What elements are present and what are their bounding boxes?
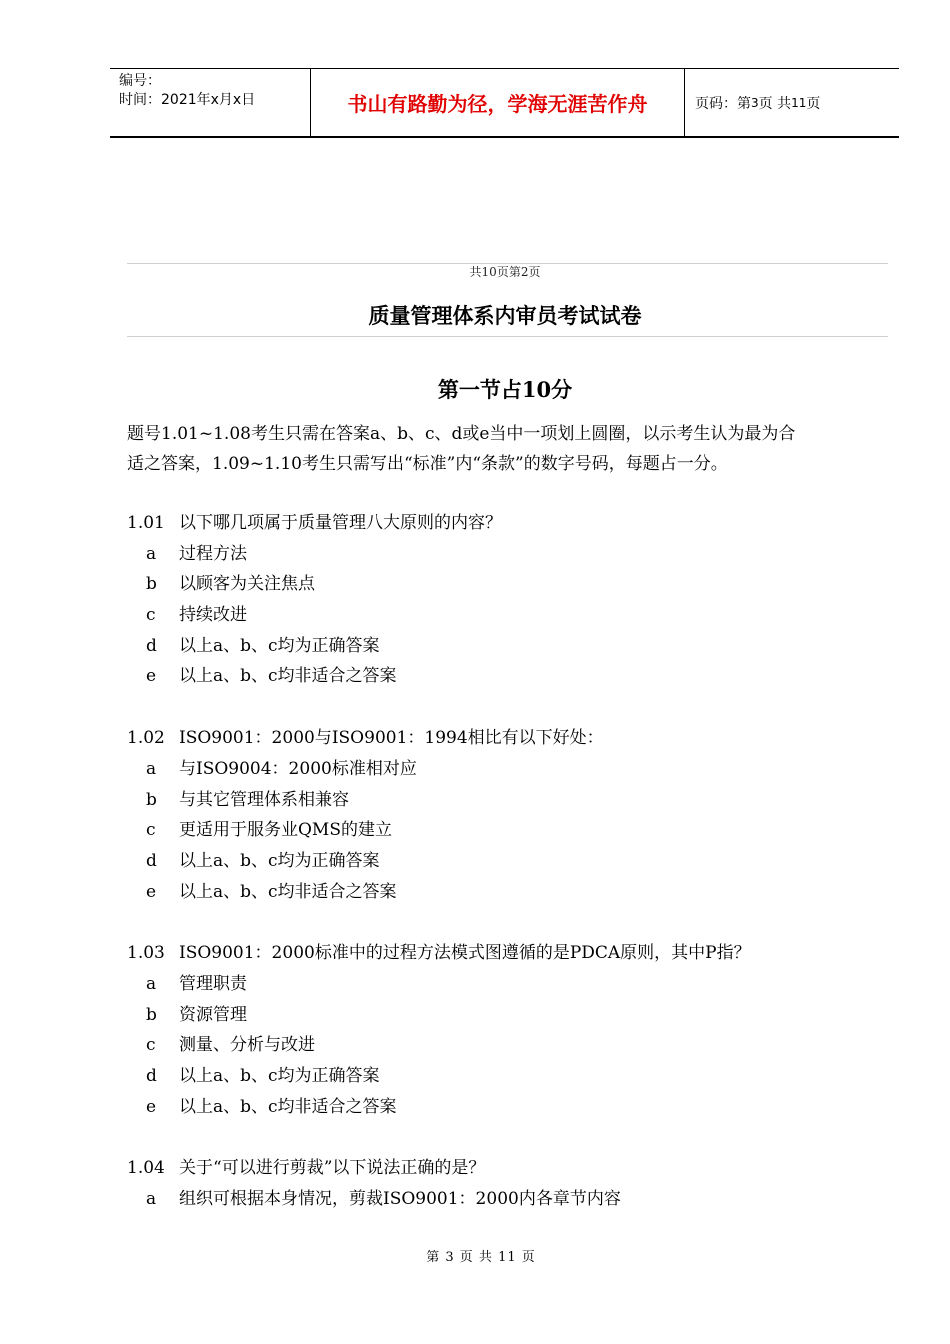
instructions-line-1: 题号1.01~1.08考生只需在答案a、b、c、d或e当中一项划上圆圈，以示考生认为最为合 — [127, 424, 796, 444]
answer-option — [127, 1184, 892, 1215]
option-key: b — [146, 1004, 157, 1025]
answer-option — [127, 815, 892, 846]
answer-option — [127, 785, 892, 816]
option-key: e — [146, 881, 157, 902]
question-number: 1.03 — [127, 943, 165, 964]
page-prefix: 页码：第 — [695, 95, 751, 112]
answer-option — [127, 539, 892, 570]
option-text: 测量、分析与改进 — [179, 1035, 315, 1056]
option-text: 组织可根据本身情况，剪裁ISO9001：2000内各章节内容 — [179, 1189, 621, 1210]
option-text: 持续改进 — [179, 605, 247, 626]
page-total: 11 — [791, 95, 807, 110]
question-number: 1.01 — [127, 513, 165, 533]
question-text: ISO9001：2000标准中的过程方法模式图遵循的是PDCA原则，其中P指？ — [179, 943, 751, 964]
answer-option — [127, 600, 892, 631]
header-table — [110, 68, 899, 138]
question-text: ISO9001：2000与ISO9001：1994相比有以下好处： — [179, 728, 604, 749]
option-text: 以顾客为关注焦点 — [179, 574, 315, 595]
section-title: 第一节占10分 — [437, 377, 573, 402]
option-key: a — [146, 758, 157, 779]
divider-title — [127, 336, 888, 337]
answer-option — [127, 1092, 892, 1123]
option-key: c — [146, 820, 156, 841]
option-key: d — [146, 1066, 157, 1086]
code-label: 编号： — [119, 73, 161, 89]
document-title: 质量管理体系内审员考试试卷 — [368, 304, 642, 328]
time-label: 时间：2021年x月x日 — [119, 92, 256, 108]
question-list — [127, 508, 892, 1246]
option-text: 与其它管理体系相兼容 — [179, 789, 349, 810]
question-stem — [127, 508, 892, 539]
header-page-number — [685, 69, 899, 136]
option-text: 以上a、b、c均非适合之答案 — [179, 881, 397, 902]
option-text: 更适用于服务业QMS的建立 — [179, 820, 392, 841]
footer-mid: 页 共 — [459, 1250, 493, 1265]
page-suffix: 页 — [806, 95, 821, 112]
option-key: c — [146, 1035, 156, 1056]
question-stem — [127, 1153, 892, 1184]
option-key: d — [146, 635, 157, 656]
question — [127, 723, 892, 907]
option-text: 过程方法 — [179, 543, 247, 564]
instructions-line-2: 适之答案，1.09~1.10考生只需写出“标准”内“条款”的数字号码，每题占一分。 — [127, 454, 728, 474]
option-key: e — [146, 1096, 157, 1117]
answer-option — [127, 569, 892, 600]
option-key: a — [146, 543, 157, 564]
option-text: 与ISO9004：2000标准相对应 — [179, 758, 417, 779]
page-current: 3 — [751, 95, 759, 110]
question-stem — [127, 723, 892, 754]
footer-prefix: 第 — [426, 1250, 441, 1265]
option-text: 以上a、b、c均为正确答案 — [179, 1066, 380, 1086]
option-key: b — [146, 789, 157, 810]
question — [127, 1153, 892, 1214]
footer-current: 3 — [445, 1250, 455, 1265]
option-key: d — [146, 850, 157, 871]
answer-option — [127, 1030, 892, 1061]
page-footer — [0, 1246, 950, 1265]
answer-option — [127, 877, 892, 908]
answer-option — [127, 661, 892, 692]
option-key: e — [146, 666, 157, 687]
answer-option — [127, 631, 892, 662]
question-text: 以下哪几项属于质量管理八大原则的内容？ — [179, 513, 502, 533]
option-text: 管理职责 — [179, 973, 247, 994]
option-text: 以上a、b、c均为正确答案 — [179, 850, 380, 871]
footer-suffix: 页 — [521, 1250, 536, 1265]
question — [127, 938, 892, 1122]
answer-option — [127, 969, 892, 1000]
answer-option — [127, 754, 892, 785]
page-count-text: 共10页第2页 — [469, 265, 541, 279]
page-mid: 页 共 — [758, 95, 792, 112]
option-key: a — [146, 1189, 157, 1210]
question-number: 1.02 — [127, 728, 165, 749]
question-stem — [127, 938, 892, 969]
header-meta-cell — [110, 69, 311, 136]
option-key: a — [146, 973, 157, 994]
question — [127, 508, 892, 692]
instructions — [127, 419, 892, 479]
header-motto: 书山有路勤为径，学海无涯苦作舟 — [311, 69, 685, 136]
option-text: 以上a、b、c均为正确答案 — [179, 635, 380, 656]
question-number: 1.04 — [127, 1158, 165, 1179]
option-key: b — [146, 574, 157, 595]
answer-option — [127, 846, 892, 877]
answer-option — [127, 1061, 892, 1092]
option-text: 以上a、b、c均非适合之答案 — [179, 666, 397, 687]
answer-option — [127, 1000, 892, 1031]
option-key: c — [146, 605, 156, 626]
option-text: 资源管理 — [179, 1004, 247, 1025]
option-text: 以上a、b、c均非适合之答案 — [179, 1096, 397, 1117]
question-text: 关于“可以进行剪裁”以下说法正确的是？ — [179, 1158, 486, 1179]
footer-total: 11 — [498, 1250, 517, 1265]
